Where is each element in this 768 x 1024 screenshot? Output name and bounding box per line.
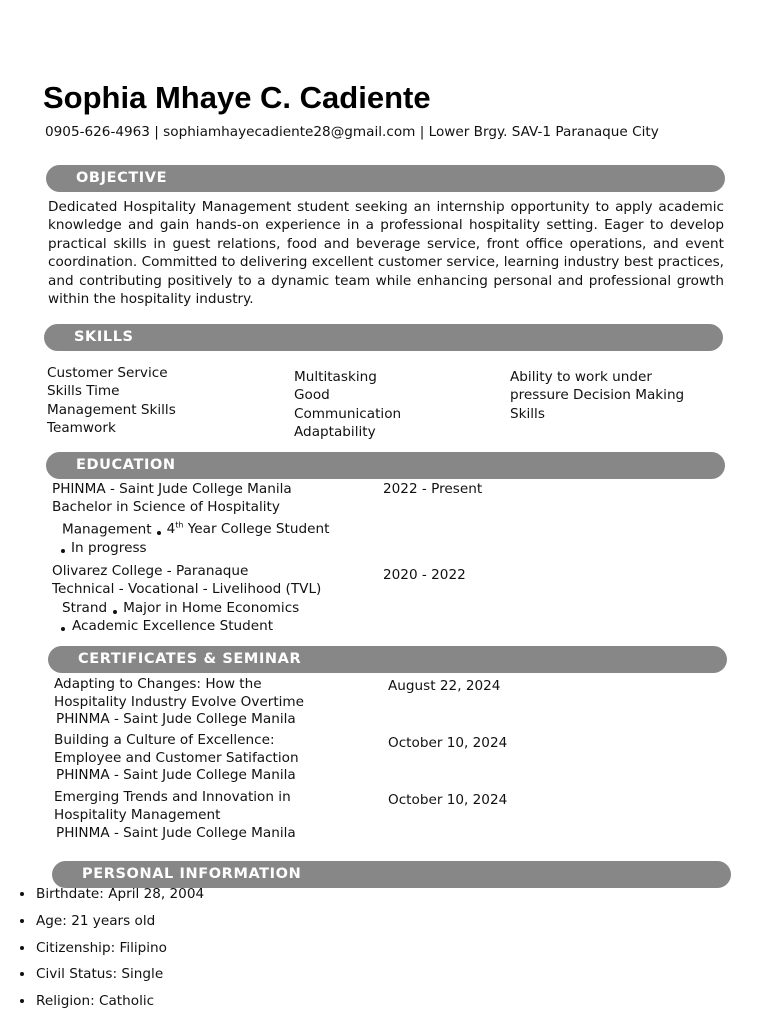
seminar-title: Building a Culture of Excellence: xyxy=(54,732,275,748)
school-name: Olivarez College - Paranaque xyxy=(52,563,249,579)
personal-item: Civil Status: Single xyxy=(20,961,204,988)
status-text: In progress xyxy=(71,539,147,556)
skills-column-2 xyxy=(294,368,401,442)
personal-item: Birthdate: April 28, 2004 xyxy=(20,881,204,908)
seminar-venue: PHINMA - Saint Jude College Manila xyxy=(56,766,296,783)
year-level: 4th Year College Student xyxy=(166,520,330,538)
applicant-name: Sophia Mhaye C. Cadiente xyxy=(43,80,431,115)
personal-info-list xyxy=(20,881,204,1015)
skill-item: pressure Decision Making xyxy=(510,387,685,404)
bullet-icon xyxy=(61,549,65,553)
objective-heading: OBJECTIVE xyxy=(76,170,168,186)
certificate-entry xyxy=(54,675,304,728)
program-detail-line xyxy=(52,599,321,617)
education-date: 2022 - Present xyxy=(383,481,483,497)
skill-item: Skills Time xyxy=(47,383,120,400)
objective-header-bar xyxy=(46,165,725,192)
skills-column-3 xyxy=(510,368,684,423)
program-name-cont: Strand xyxy=(62,599,108,616)
personal-item: Age: 21 years old xyxy=(20,908,204,935)
skill-item: Skills xyxy=(510,405,545,422)
skill-item: Management Skills xyxy=(47,401,176,418)
contact-line: 0905-626-4963 | sophiamhayecadiente28@gmail.com | Lower Brgy. SAV-1 Paranaque City xyxy=(45,124,659,140)
objective-text: Dedicated Hospitality Management student seeking an internship opportunity to apply academic knowledge and gain hands-on experience in a professional hospitality setting. Eager to develop practical skills in guest relations, food and beverage service, front office operations, and event coordination. Committed to delivering excellent customer service, learning industry best practices, and contributing positively to a dynamic team while enhancing personal and professional growth within the hospitality industry. xyxy=(48,199,724,308)
certificates-header-bar xyxy=(48,646,727,673)
skill-item: Ability to work under xyxy=(510,369,652,385)
school-name: PHINMA - Saint Jude College Manila xyxy=(52,481,292,497)
certificate-entry xyxy=(54,731,299,784)
education-heading: EDUCATION xyxy=(76,457,176,473)
bullet-icon xyxy=(61,627,65,631)
education-date: 2020 - 2022 xyxy=(383,567,466,583)
seminar-title-cont: Hospitality Industry Evolve Overtime xyxy=(54,694,305,711)
education-header-bar xyxy=(46,452,725,479)
skills-header-bar xyxy=(44,324,723,351)
skills-column-1 xyxy=(47,364,176,438)
bullet-icon xyxy=(20,892,24,896)
skill-item: Good xyxy=(294,387,330,404)
bullet-icon xyxy=(113,610,117,614)
bullet-icon xyxy=(20,972,24,976)
skill-item: Adaptability xyxy=(294,424,376,441)
program-detail-line xyxy=(52,517,329,539)
program-name-cont: Management xyxy=(62,521,152,538)
bullet-icon xyxy=(20,919,24,923)
seminar-date: August 22, 2024 xyxy=(388,678,501,694)
education-entry xyxy=(52,562,321,636)
seminar-venue: PHINMA - Saint Jude College Manila xyxy=(56,710,296,727)
bullet-icon xyxy=(157,531,161,535)
skill-item: Customer Service xyxy=(47,365,168,381)
skill-item: Multitasking xyxy=(294,369,377,385)
certificates-heading: CERTIFICATES & SEMINAR xyxy=(78,651,302,667)
honor-line xyxy=(52,617,321,635)
seminar-date: October 10, 2024 xyxy=(388,735,508,751)
skills-heading: SKILLS xyxy=(74,329,134,345)
personal-item: Religion: Catholic xyxy=(20,988,204,1015)
seminar-date: October 10, 2024 xyxy=(388,792,508,808)
major-text: Major in Home Economics xyxy=(123,599,300,616)
seminar-title-cont: Hospitality Management xyxy=(54,807,221,824)
personal-item: Citizenship: Filipino xyxy=(20,935,204,962)
education-entry xyxy=(52,480,329,557)
skill-item: Teamwork xyxy=(47,420,116,437)
certificate-entry xyxy=(54,788,296,842)
personal-heading: PERSONAL INFORMATION xyxy=(82,866,302,882)
seminar-venue: PHINMA - Saint Jude College Manila xyxy=(56,824,296,841)
honor-text: Academic Excellence Student xyxy=(72,618,274,635)
bullet-icon xyxy=(20,946,24,950)
seminar-title: Adapting to Changes: How the xyxy=(54,676,262,692)
progress-line xyxy=(52,539,329,557)
seminar-title-cont: Employee and Customer Satifaction xyxy=(54,750,299,767)
program-name: Technical - Vocational - Livelihood (TVL) xyxy=(52,581,322,598)
skill-item: Communication xyxy=(294,405,402,422)
program-name: Bachelor in Science of Hospitality xyxy=(52,499,280,516)
bullet-icon xyxy=(20,999,24,1003)
seminar-title: Emerging Trends and Innovation in xyxy=(54,789,291,805)
